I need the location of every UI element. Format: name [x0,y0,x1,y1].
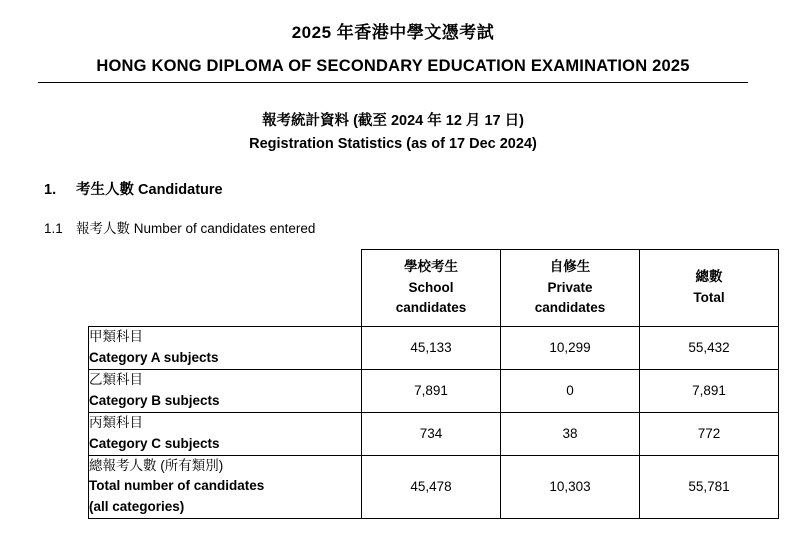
table-row [89,327,779,370]
registration-statistics-table [88,249,779,519]
row-label-total-en2: (all categories) [89,499,185,515]
cell-total-total: 55,781 [640,455,779,519]
column-header-total-en1: Total [693,290,725,305]
column-header-private-en2: candidates [534,300,606,316]
cell-category-b-private: 0 [501,369,640,412]
subtitle-english: Registration Statistics (as of 17 Dec 2024) [249,136,537,152]
table-row [89,412,779,455]
row-label-category-c [89,412,362,455]
cell-category-c-private: 38 [501,412,640,455]
page-title-chinese: 2025 年香港中學文憑考試 [291,23,495,42]
column-header-total [640,250,779,327]
page-title-english: HONG KONG DIPLOMA OF SECONDARY EDUCATION EXAMINATION 2025 [96,57,690,75]
row-label-total-candidates [89,455,362,519]
table-row [89,455,779,519]
row-label-category-a [89,327,362,370]
column-header-private-cn: 自修生 [549,258,591,274]
cell-total-private: 10,303 [501,455,640,519]
row-label-category-b-cn: 乙類科目 [89,371,143,387]
cell-category-b-total: 7,891 [640,369,779,412]
row-label-category-c-cn: 丙類科目 [89,414,143,430]
row-label-category-a-cn: 甲類科目 [89,329,143,344]
table-row [89,369,779,412]
section-title: 考生人數 Candidature [76,182,223,198]
section-heading [0,178,786,199]
table-header-row [89,250,779,327]
cell-category-a-total: 55,432 [640,327,779,370]
cell-category-a-private: 10,299 [501,327,640,370]
column-header-total-cn: 總數 [695,269,723,285]
row-label-total-en: Total number of candidates [89,478,265,494]
subsection-number: 1.1 [44,221,63,236]
row-label-category-c-en: Category C subjects [89,435,220,451]
row-label-total-cn: 總報考人數 (所有類別) [89,457,224,473]
row-label-category-b-en: Category B subjects [89,392,220,408]
table-corner-cell [89,250,362,327]
subtitle-chinese: 報考統計資料 (截至 2024 年 12 月 17 日) [262,113,524,129]
cell-category-c-total: 772 [640,412,779,455]
cell-category-a-school: 45,133 [362,327,501,370]
header-divider [38,82,748,83]
cell-total-school: 45,478 [362,455,501,519]
row-label-category-b [89,369,362,412]
column-header-private-candidates [501,250,640,327]
column-header-school-cn: 學校考生 [404,258,458,274]
column-header-school-en1: School [408,279,454,295]
column-header-school-en2: candidates [395,300,467,316]
row-label-category-a-en: Category A subjects [89,349,219,365]
column-header-school-candidates [362,250,501,327]
cell-category-b-school: 7,891 [362,369,501,412]
column-header-private-en1: Private [547,279,593,295]
subsection-title: 報考人數 Number of candidates entered [76,221,316,236]
document-page [0,18,786,559]
section-number: 1. [44,182,57,198]
subsection-heading [0,217,786,237]
cell-category-c-school: 734 [362,412,501,455]
